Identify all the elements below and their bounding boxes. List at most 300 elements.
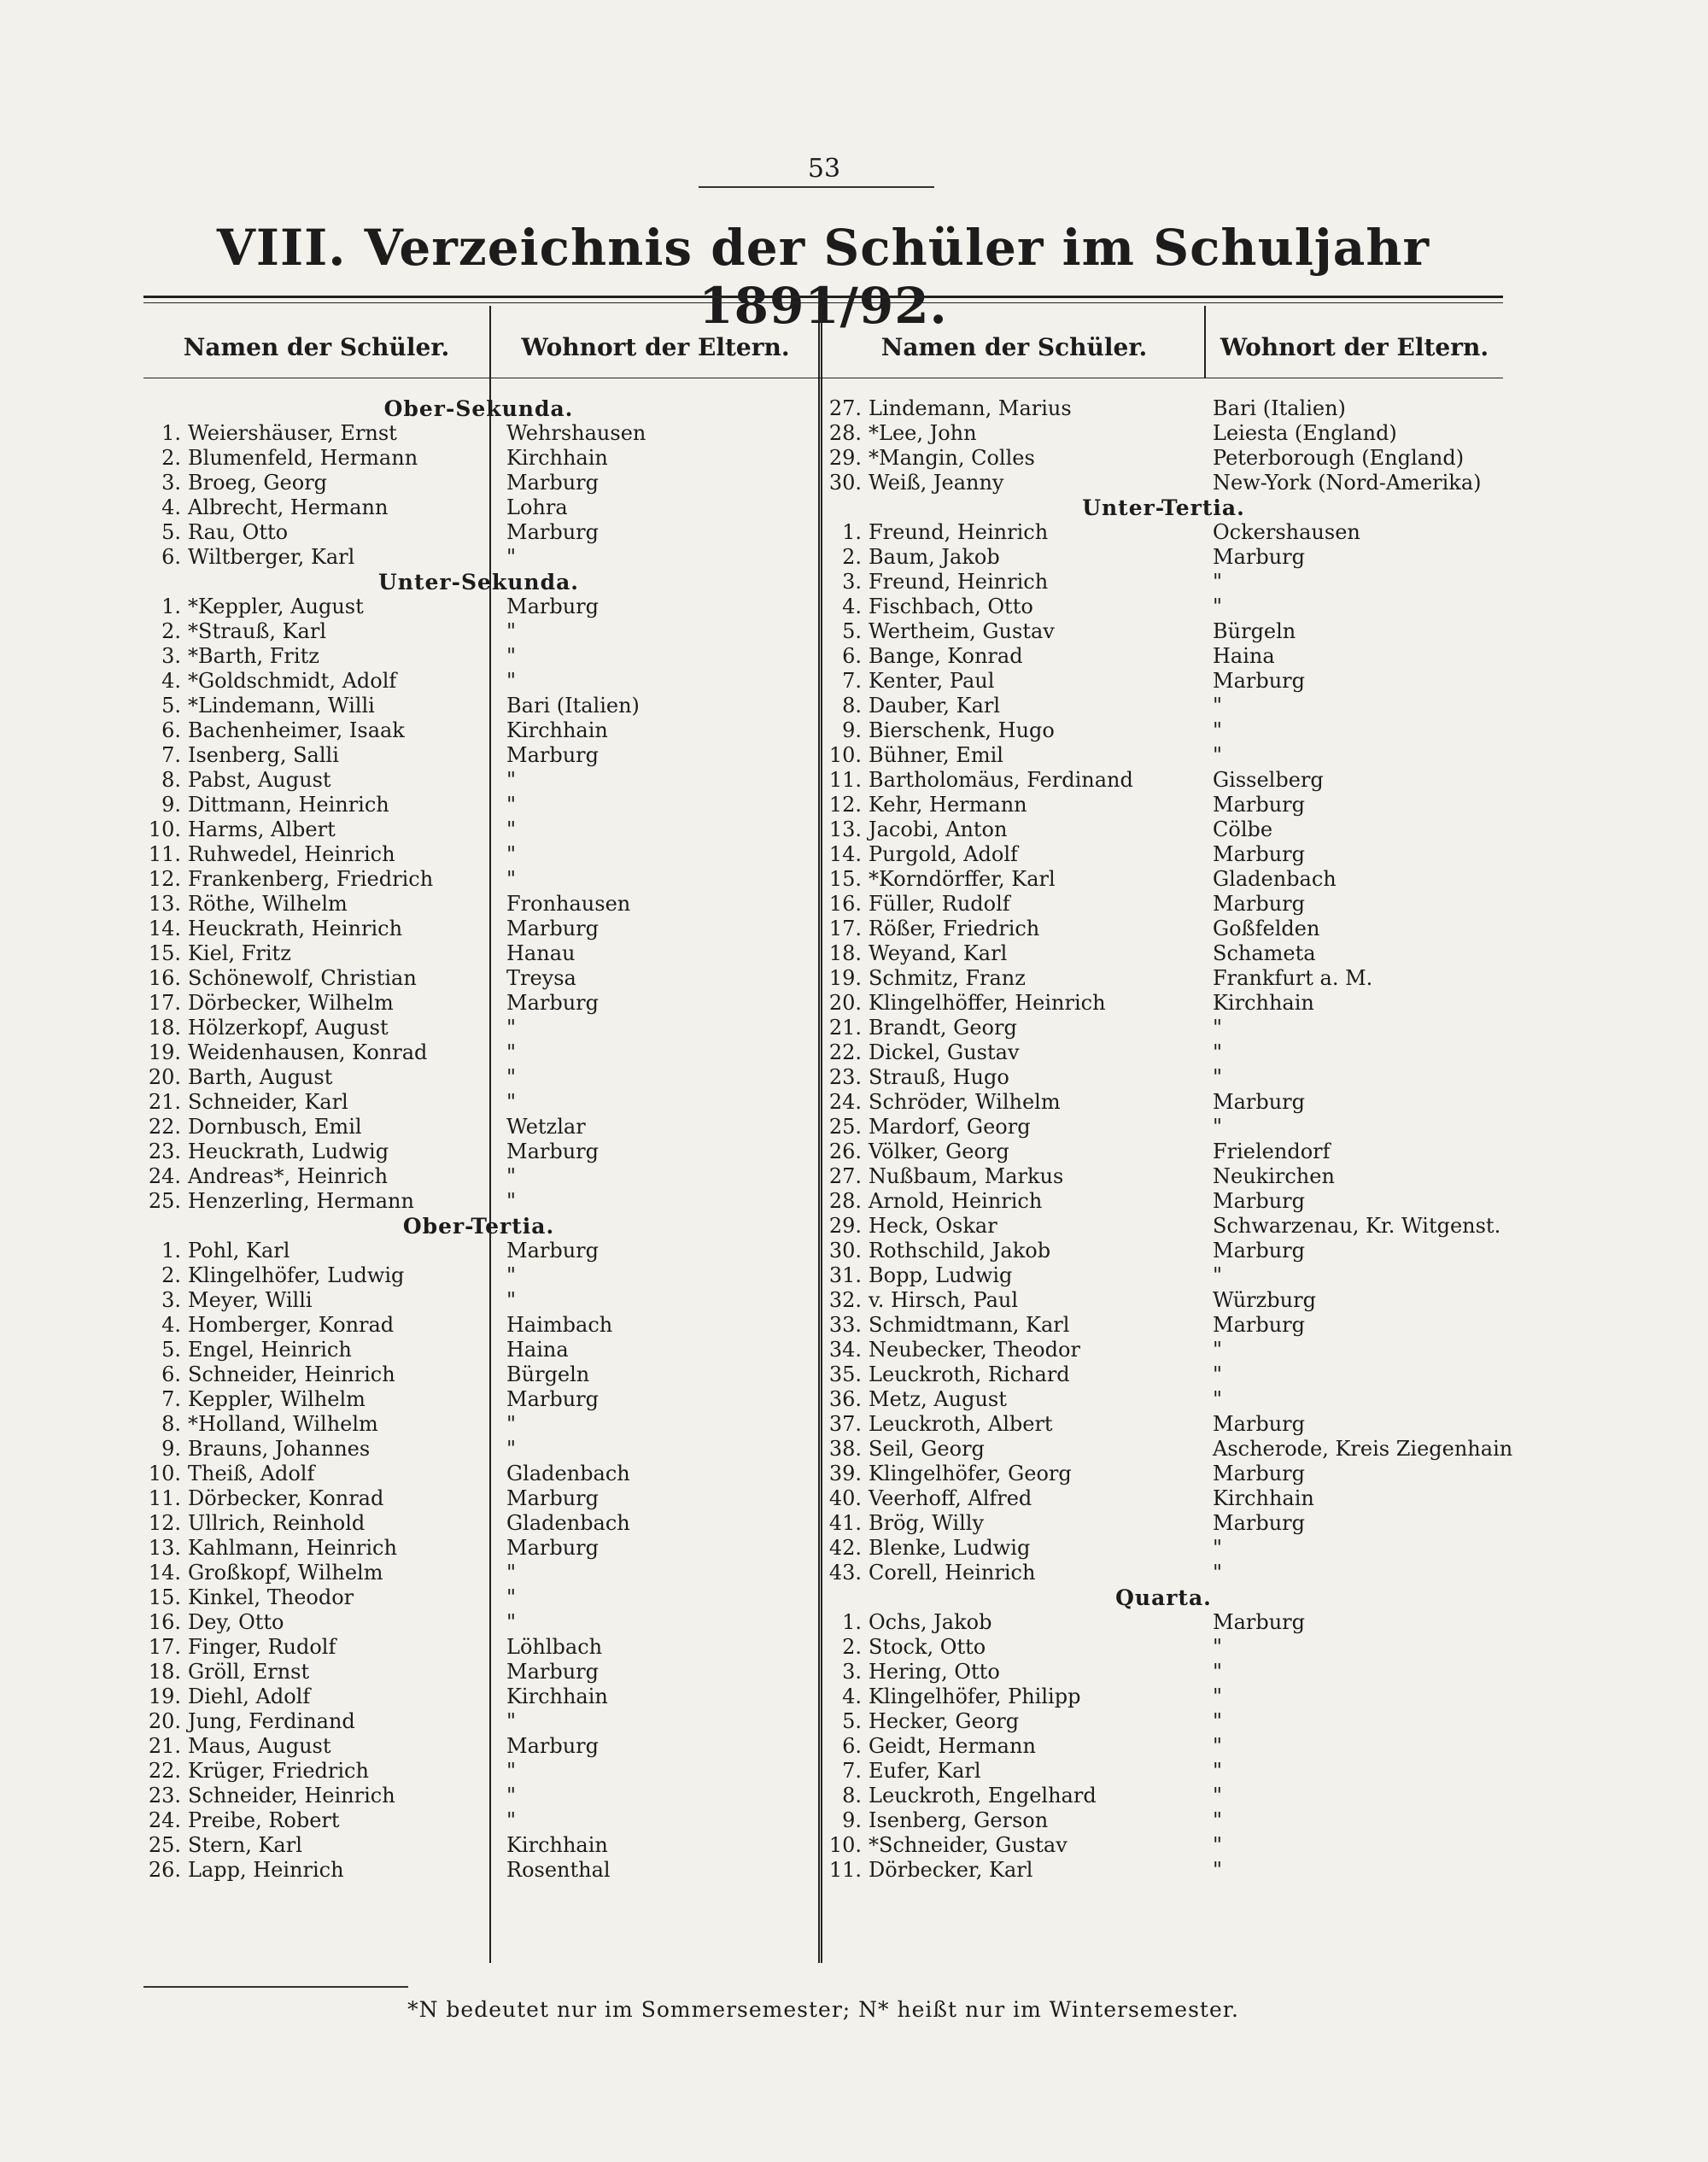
table-row [824,1115,1503,1140]
parents-residence: Hanau [506,941,576,965]
table-row [143,1759,814,1784]
student-name: Dauber, Karl [869,694,1001,718]
student-name: Heuckrath, Ludwig [188,1140,389,1163]
student-name: Pohl, Karl [188,1239,290,1263]
section-heading: Quarta. [1115,1585,1212,1610]
table-row [143,991,814,1016]
table-row [824,570,1503,595]
student-name: Kehr, Hermann [869,793,1027,817]
student-number: 2. [161,619,181,643]
footnote: *N bedeutet nur im Sommersemester; N* heißt nur im Wintersemester. [407,1997,1239,2022]
student-number: 30. [828,1239,862,1263]
student-number: 13. [828,817,862,841]
student-name: Preibe, Robert [188,1808,340,1832]
table-row [143,842,814,867]
student-name: Ullrich, Reinhold [188,1511,366,1535]
parents-residence: " [1213,1387,1223,1411]
student-number: 29. [828,446,862,470]
student-number: 20. [828,991,862,1015]
parents-residence: " [506,1090,517,1114]
parents-residence: Marburg [1213,892,1306,916]
parents-residence: " [1213,1338,1223,1362]
student-number: 1. [161,1239,181,1263]
section-heading: Unter-Sekunda. [378,570,579,595]
table-row [824,1561,1503,1585]
table-row [143,595,814,619]
student-number: 18. [148,1660,181,1684]
student-number: 12. [828,793,862,817]
table-row [824,892,1503,917]
student-name: Geidt, Hermann [869,1734,1036,1758]
student-name: Seil, Georg [869,1437,985,1461]
table-row [143,1734,814,1759]
table-row [143,1065,814,1090]
table-row [143,817,814,842]
table-row [143,917,814,941]
student-name: Weiß, Jeanny [869,471,1004,495]
footnote-rule [143,1986,408,1988]
table-row [143,1387,814,1412]
parents-residence: " [1213,1016,1223,1040]
table-row [143,1115,814,1140]
table-row [143,1437,814,1462]
student-number: 41. [828,1511,862,1535]
parents-residence: Haina [506,1338,569,1362]
student-name: *Lindemann, Willi [188,694,375,718]
parents-residence: Marburg [506,917,600,940]
parents-residence: " [1213,1734,1223,1758]
table-row [824,1016,1503,1040]
left-student-list [143,396,814,1883]
parents-residence: Marburg [1213,842,1306,866]
table-row [824,867,1503,892]
table-row [824,842,1503,867]
parents-residence: " [506,1784,517,1808]
parents-residence: Marburg [506,991,600,1015]
student-number: 15. [828,867,862,891]
student-name: Klingelhöffer, Heinrich [869,991,1106,1015]
parents-residence: Bari (Italien) [506,694,640,718]
parents-residence: Marburg [506,471,600,495]
student-number: 2. [161,1263,181,1287]
table-row [143,1288,814,1313]
parents-residence: " [506,817,517,841]
student-number: 23. [828,1065,862,1089]
student-number: 14. [828,842,862,866]
student-number: 3. [161,471,181,495]
student-name: Strauß, Hugo [869,1065,1009,1089]
table-row [143,1585,814,1610]
student-number: 1. [842,1610,862,1634]
parents-residence: Ockershausen [1213,520,1360,544]
student-name: Blumenfeld, Hermann [188,446,418,470]
parents-residence: Kirchhain [506,1684,608,1708]
student-name: Hering, Otto [869,1660,1000,1684]
parents-residence: " [1213,1536,1223,1560]
table-row [824,520,1503,545]
student-name: Kahlmann, Heinrich [188,1536,397,1560]
parents-residence: Marburg [506,1660,600,1684]
student-name: Ruhwedel, Heinrich [188,842,395,866]
student-number: 9. [842,718,862,742]
table-row [824,1660,1503,1684]
table-row [824,396,1503,421]
section-heading: Ober-Sekunda. [383,396,574,421]
parents-residence: Gisselberg [1213,768,1324,792]
student-number: 4. [842,595,862,618]
parents-residence: Kirchhain [506,718,608,742]
parents-residence: Gladenbach [506,1511,630,1535]
student-name: Klingelhöfer, Philipp [869,1684,1081,1708]
parents-residence: " [506,619,517,643]
student-number: 16. [148,1610,181,1634]
student-name: Weiershäuser, Ernst [188,421,397,445]
student-number: 13. [148,1536,181,1560]
parents-residence: " [1213,1709,1223,1733]
student-name: Leuckroth, Engelhard [869,1784,1097,1808]
parents-residence: " [506,1561,517,1585]
table-row [143,1511,814,1536]
parents-residence: " [1213,1263,1223,1287]
parents-residence: " [506,867,517,891]
table-row [824,1164,1503,1189]
student-name: Klingelhöfer, Ludwig [188,1263,405,1287]
student-name: Weidenhausen, Konrad [188,1040,428,1064]
table-row [824,1313,1503,1338]
student-name: *Mangin, Colles [869,446,1035,470]
student-number: 35. [828,1362,862,1386]
student-name: Dittmann, Heinrich [188,793,389,817]
student-number: 26. [828,1140,862,1163]
parents-residence: " [506,1288,517,1312]
table-row [143,941,814,966]
parents-residence: Kirchhain [506,446,608,470]
student-number: 5. [161,1338,181,1362]
student-name: *Keppler, August [188,595,364,618]
parents-residence: Marburg [506,1536,600,1560]
student-number: 6. [161,718,181,742]
table-row [824,1858,1503,1883]
parents-residence: Marburg [1213,1090,1306,1114]
parents-residence: Ascherode, Kreis Ziegenhain [1213,1437,1513,1461]
student-number: 1. [161,595,181,618]
table-row [824,743,1503,768]
student-name: Neubecker, Theodor [869,1338,1080,1362]
student-number: 1. [842,520,862,544]
student-name: Stock, Otto [869,1635,986,1659]
table-row [143,793,814,817]
parents-residence: " [1213,1660,1223,1684]
parents-residence: Haimbach [506,1313,613,1337]
parents-residence: " [506,842,517,866]
student-number: 30. [828,471,862,495]
student-number: 14. [148,1561,181,1585]
top-rule [699,186,934,188]
student-number: 19. [148,1040,181,1064]
table-row [143,669,814,694]
parents-residence: Marburg [1213,1511,1306,1535]
student-number: 9. [161,793,181,817]
table-row [824,1462,1503,1486]
student-name: Baum, Jakob [869,545,1000,569]
table-row [824,817,1503,842]
parents-residence: " [1213,1115,1223,1139]
student-number: 2. [842,545,862,569]
parents-residence: Marburg [1213,793,1306,817]
parents-residence: " [1213,1684,1223,1708]
parents-residence: " [1213,1784,1223,1808]
table-row [143,1040,814,1065]
parents-residence: Treysa [506,966,576,990]
table-row [824,1684,1503,1709]
student-name: Barth, August [188,1065,333,1089]
parents-residence: Marburg [506,743,600,767]
parents-residence: Marburg [506,595,600,618]
table-row [824,941,1503,966]
table-row [143,1263,814,1288]
right-residence-header: Wohnort der Eltern. [1220,333,1489,361]
parents-residence: " [506,1759,517,1783]
student-number: 7. [842,669,862,693]
parents-residence: " [1213,570,1223,594]
table-row [143,520,814,545]
student-name: Metz, August [869,1387,1007,1411]
table-row [824,991,1503,1016]
student-name: Völker, Georg [869,1140,1009,1163]
parents-residence: " [506,1808,517,1832]
student-number: 36. [828,1387,862,1411]
parents-residence: Marburg [1213,1462,1306,1485]
parents-residence: " [506,1040,517,1064]
student-number: 22. [148,1759,181,1783]
student-number: 5. [842,1709,862,1733]
parents-residence: Gladenbach [1213,867,1337,891]
parents-residence: Frankfurt a. M. [1213,966,1373,990]
section-heading: Ober-Tertia. [402,1214,555,1239]
student-name: Arnold, Heinrich [869,1189,1043,1213]
student-name: Jung, Ferdinand [188,1709,355,1733]
student-name: Albrecht, Hermann [188,495,389,519]
table-row [824,1065,1503,1090]
table-row [143,1808,814,1833]
table-row [824,1734,1503,1759]
student-name: v. Hirsch, Paul [869,1288,1019,1312]
student-number: 38. [828,1437,862,1461]
student-name: Mardorf, Georg [869,1115,1031,1139]
student-number: 12. [148,1511,181,1535]
parents-residence: Kirchhain [1213,1486,1314,1510]
student-number: 24. [828,1090,862,1114]
parents-residence: " [1213,718,1223,742]
student-number: 23. [148,1140,181,1163]
student-number: 14. [148,917,181,940]
student-number: 15. [148,941,181,965]
student-number: 32. [828,1288,862,1312]
student-name: Schneider, Heinrich [188,1362,395,1386]
table-row [824,1808,1503,1833]
parents-residence: " [506,1016,517,1040]
parents-residence: Marburg [506,1239,600,1263]
student-name: Frankenberg, Friedrich [188,867,434,891]
parents-residence: Kirchhain [506,1833,608,1857]
parents-residence: Bari (Italien) [1213,396,1346,420]
student-number: 39. [828,1462,862,1485]
parents-residence: " [506,1189,517,1213]
parents-residence: New-York (Nord-Amerika) [1213,471,1482,495]
parents-residence: Leiesta (England) [1213,421,1397,445]
parents-residence: Lohra [506,495,568,519]
table-row [143,1338,814,1362]
student-number: 42. [828,1536,862,1560]
table-row [824,471,1503,495]
table-row [143,694,814,718]
student-name: Heck, Oskar [869,1214,997,1238]
parents-residence: Wehrshausen [506,421,646,445]
table-row [824,694,1503,718]
student-name: Finger, Rudolf [188,1635,336,1659]
table-row [824,1362,1503,1387]
student-number: 10. [828,1833,862,1857]
parents-residence: Marburg [506,1387,600,1411]
table-row [824,1412,1503,1437]
parents-residence: Löhlbach [506,1635,603,1659]
student-name: Füller, Rudolf [869,892,1010,916]
parents-residence: Goßfelden [1213,917,1320,940]
student-name: Bartholomäus, Ferdinand [869,768,1133,792]
student-name: Heuckrath, Heinrich [188,917,403,940]
parents-residence: Haina [1213,644,1275,668]
student-name: Freund, Heinrich [869,570,1049,594]
student-name: Dornbusch, Emil [188,1115,362,1139]
parents-residence: " [1213,1040,1223,1064]
table-row [143,1140,814,1164]
student-number: 11. [828,768,862,792]
student-name: Röthe, Wilhelm [188,892,348,916]
parents-residence: Marburg [1213,1412,1306,1436]
parents-residence: Frielendorf [1213,1140,1331,1163]
parents-residence: Kirchhain [1213,991,1314,1015]
table-row [824,1437,1513,1462]
student-number: 8. [842,1784,862,1808]
parents-residence: " [506,669,517,693]
parents-residence: Neukirchen [1213,1164,1335,1188]
table-row [824,1338,1503,1362]
page-title: VIII. Verzeichnis der Schüler im Schuljahr 1891/92. [216,219,1430,335]
student-name: Isenberg, Gerson [869,1808,1049,1832]
table-row [143,1858,814,1883]
table-row [143,1090,814,1115]
student-name: Leuckroth, Albert [869,1412,1053,1436]
student-number: 23. [148,1784,181,1808]
table-row [143,1660,814,1684]
student-name: Gröll, Ernst [188,1660,310,1684]
student-name: Bierschenk, Hugo [869,718,1055,742]
table-row [824,1040,1503,1065]
table-row [143,718,814,743]
student-number: 18. [148,1016,181,1040]
student-number: 21. [148,1090,181,1114]
student-name: Blenke, Ludwig [869,1536,1031,1560]
student-name: Engel, Heinrich [188,1338,352,1362]
table-row [824,1140,1503,1164]
parents-residence: " [506,768,517,792]
parents-residence: " [1213,1833,1223,1857]
parents-residence: " [1213,1635,1223,1659]
student-number: 15. [148,1585,181,1609]
student-name: *Goldschmidt, Adolf [188,669,397,693]
student-name: Brauns, Johannes [188,1437,371,1461]
table-row [824,768,1503,793]
student-name: Dörbecker, Karl [869,1858,1033,1882]
student-name: Weyand, Karl [869,941,1008,965]
parents-residence: " [506,644,517,668]
student-name: Kiel, Fritz [188,941,291,965]
student-name: Rößer, Friedrich [869,917,1040,940]
student-number: 3. [842,1660,862,1684]
student-name: Andreas*, Heinrich [188,1164,389,1188]
student-number: 16. [148,966,181,990]
table-row [143,1189,814,1214]
parents-residence: Fronhausen [506,892,631,916]
student-name: Pabst, August [188,768,331,792]
table-row [143,1362,814,1387]
parents-residence: Marburg [1213,545,1306,569]
parents-residence: " [506,1585,517,1609]
student-name: Stern, Karl [188,1833,302,1857]
table-row [143,1610,814,1635]
table-row [143,1313,814,1338]
student-number: 16. [828,892,862,916]
student-name: Klingelhöfer, Georg [869,1462,1072,1485]
student-name: Meyer, Willi [188,1288,313,1312]
table-row [824,793,1503,817]
parents-residence: Rosenthal [506,1858,611,1882]
table-row [824,545,1503,570]
student-name: Lindemann, Marius [869,396,1072,420]
table-row [143,743,814,768]
table-row [824,1189,1503,1214]
table-row [143,1561,814,1585]
student-number: 21. [148,1734,181,1758]
student-name: Henzerling, Hermann [188,1189,414,1213]
table-row [824,1486,1503,1511]
student-number: 4. [161,669,181,693]
student-number: 3. [161,1288,181,1312]
table-row [143,1016,814,1040]
page-number: 53 [807,154,841,184]
student-number: 34. [828,1338,862,1362]
student-number: 17. [148,991,181,1015]
table-row [824,718,1503,743]
student-number: 6. [842,644,862,668]
table-row [824,1263,1503,1288]
student-number: 9. [842,1808,862,1832]
student-name: Broeg, Georg [188,471,328,495]
student-name: Rau, Otto [188,520,289,544]
table-row [824,1511,1503,1536]
student-number: 29. [828,1214,862,1238]
student-number: 24. [148,1808,181,1832]
student-number: 3. [842,570,862,594]
student-number: 5. [161,520,181,544]
parents-residence: Marburg [506,1140,600,1163]
table-row [143,1412,814,1437]
student-number: 43. [828,1561,862,1585]
student-name: Keppler, Wilhelm [188,1387,366,1411]
student-number: 40. [828,1486,862,1510]
student-name: *Holland, Wilhelm [188,1412,378,1436]
parents-residence: Marburg [1213,1189,1306,1213]
